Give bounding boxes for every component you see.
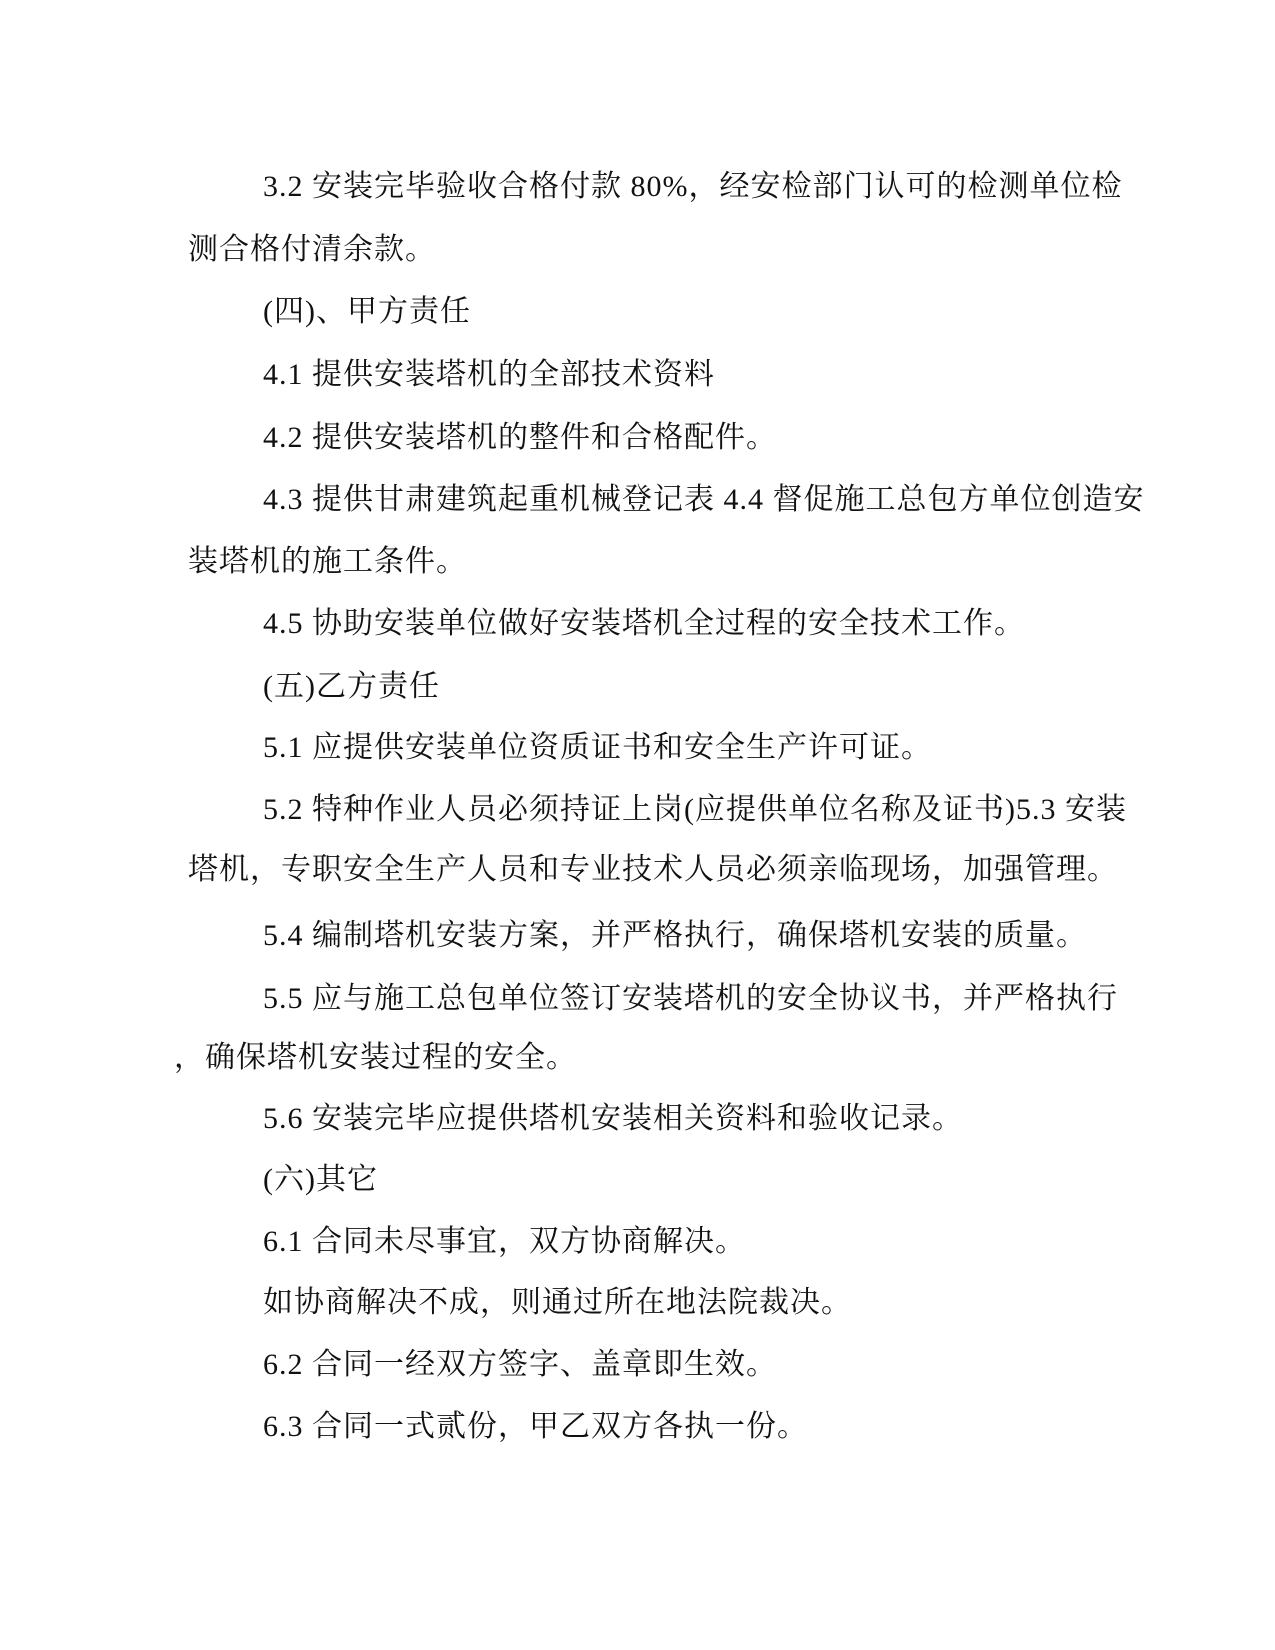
clause-5-2-line-1: 5.2 特种作业人员必须持证上岗(应提供单位名称及证书)5.3 安装 bbox=[263, 793, 1127, 826]
clause-5-4: 5.4 编制塔机安装方案，并严格执行，确保塔机安装的质量。 bbox=[263, 919, 1087, 952]
clause-6-1: 6.1 合同未尽事宜，双方协商解决。 bbox=[263, 1225, 746, 1258]
heading-section-4: (四)、甲方责任 bbox=[263, 295, 471, 328]
clause-4-3-line-1: 4.3 提供甘肃建筑起重机械登记表 4.4 督促施工总包方单位创造安 bbox=[263, 483, 1145, 516]
clause-3-2-line-2: 测合格付清余款。 bbox=[188, 233, 436, 266]
clause-5-6: 5.6 安装完毕应提供塔机安装相关资料和验收记录。 bbox=[263, 1102, 963, 1135]
clause-4-3-line-2: 装塔机的施工条件。 bbox=[188, 545, 467, 578]
heading-section-6: (六)其它 bbox=[263, 1163, 378, 1196]
clause-5-1: 5.1 应提供安装单位资质证书和安全生产许可证。 bbox=[263, 731, 932, 764]
clause-5-5-line-1: 5.5 应与施工总包单位签订安装塔机的安全协议书，并严格执行 bbox=[263, 982, 1118, 1015]
clause-6-1-note: 如协商解决不成，则通过所在地法院裁决。 bbox=[263, 1286, 852, 1319]
clause-6-3: 6.3 合同一式贰份，甲乙双方各执一份。 bbox=[263, 1410, 808, 1443]
clause-4-5: 4.5 协助安装单位做好安装塔机全过程的安全技术工作。 bbox=[263, 607, 1025, 640]
clause-5-2-line-2: 塔机，专职安全生产人员和专业技术人员必须亲临现场，加强管理。 bbox=[188, 853, 1118, 886]
heading-section-5: (五)乙方责任 bbox=[263, 670, 440, 703]
clause-6-2: 6.2 合同一经双方签字、盖章即生效。 bbox=[263, 1348, 777, 1381]
clause-4-2: 4.2 提供安装塔机的整件和合格配件。 bbox=[263, 421, 777, 454]
clause-5-5-line-2: ，确保塔机安装过程的安全。 bbox=[174, 1041, 577, 1074]
clause-4-1: 4.1 提供安装塔机的全部技术资料 bbox=[263, 358, 715, 391]
clause-3-2-line-1: 3.2 安装完毕验收合格付款 80%，经安检部门认可的检测单位检 bbox=[263, 170, 1123, 203]
